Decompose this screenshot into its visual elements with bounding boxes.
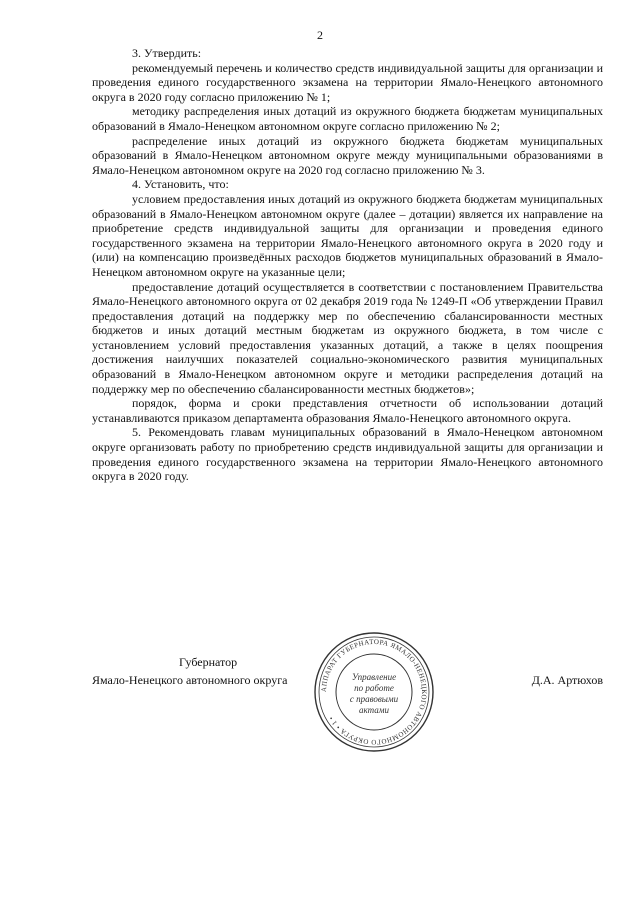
seal-center-line: актами xyxy=(359,705,389,715)
signatory-name: Д.А. Артюхов xyxy=(531,673,603,687)
paragraph: 4. Установить, что: xyxy=(132,177,229,192)
page-number: 2 xyxy=(317,28,323,42)
paragraph: методику распределения иных дотаций из окружного бюджета бюджетам муниципальных образований в Ямало-Ненецком автономном округе согласно приложению № 2; xyxy=(92,104,603,133)
signatory-title: Губернатор xyxy=(179,655,238,669)
seal-center-line: с правовыми xyxy=(349,694,399,704)
document-body xyxy=(92,46,603,484)
seal-center-line: по работе xyxy=(354,683,394,693)
seal-center-line: Управление xyxy=(351,672,397,682)
paragraph: 5. Рекомендовать главам муниципальных образований в Ямало-Ненецком автономном округе организовать работу по приобретению средств индивидуальной защиты для организации и проведения единого государственного экзамена на территории Ямало-Ненецкого автономного округа в 2020 году. xyxy=(92,425,603,484)
seal-ring-text: АППАРАТ ГУБЕРНАТОРА ЯМАЛО-НЕНЕЦКОГО АВТОНОМНОГО ОКРУГА • 1 • xyxy=(319,637,429,747)
paragraph: распределение иных дотаций из окружного бюджета бюджетам муниципальных образований в Ямало-Ненецком автономном округе между муниципальными образованиями в Ямало-Ненецком автономном округе на 2020 год согласно приложению № 3. xyxy=(92,133,603,177)
official-seal-stamp xyxy=(312,630,436,754)
paragraph: рекомендуемый перечень и количество средств индивидуальной защиты для организации и проведения единого государственного экзамена на территории Ямало-Ненецкого автономного округа в 2020 году согласно приложению № 1; xyxy=(92,60,603,104)
paragraph: порядок, форма и сроки представления отчетности об использовании дотаций устанавливаются приказом департамента образования Ямало-Ненецкого автономного округа. xyxy=(92,396,603,425)
paragraph: предоставление дотаций осуществляется в соответствии с постановлением Правительства Ямало-Ненецкого автономного округа от 02 декабря 2019 года № 1249-П «Об утверждении Правил предоставления дотаций на поддержку мер по обеспечению сбалансированности местных бюджетов и иных дотаций местным бюджетам из окружного бюджета, в том числе с установлением условий предоставления указанных дотаций, а также в целях поощрения достижения наилучших показателей социально-экономического развития муниципальных образований в Ямало-Ненецком автономном округе и методики распределения дотаций на поддержку мер по обеспечению сбалансированности местных бюджетов»; xyxy=(92,279,603,396)
paragraph: условием предоставления иных дотаций из окружного бюджета бюджетам муниципальных образований в Ямало-Ненецком автономном округе (далее – дотации) является их направление на приобретение средств индивидуальной защиты для организации и проведения единого государственного экзамена на территории Ямало-Ненецкого автономного округа в 2020 году и (или) на компенсацию произведённых расходов бюджетов муниципальных образований в Ямало-Ненецком автономном округе на указанные цели; xyxy=(92,191,603,279)
signatory-organization: Ямало-Ненецкого автономного округа xyxy=(92,673,288,687)
paragraph: 3. Утвердить: xyxy=(132,46,202,60)
